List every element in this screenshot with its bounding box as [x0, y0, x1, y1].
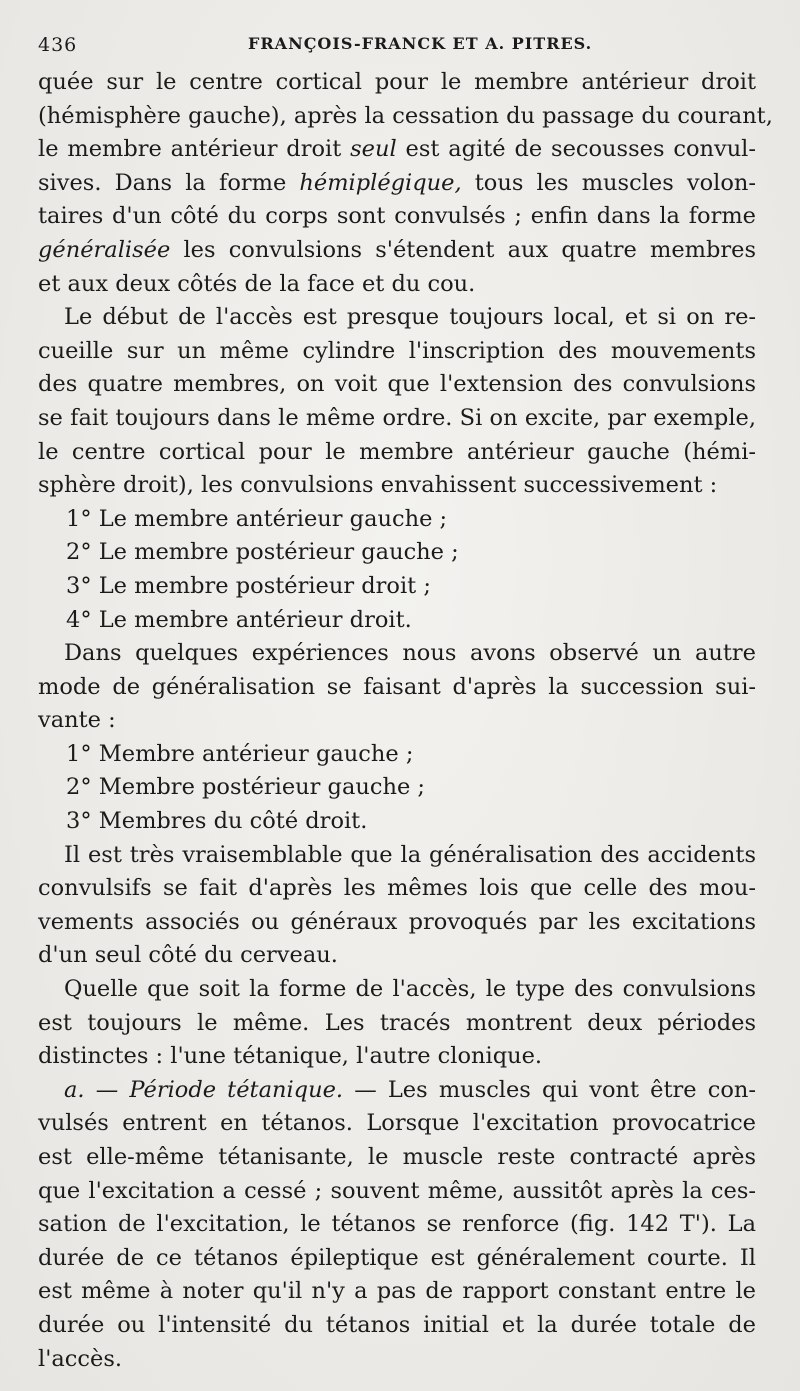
text-line: Quelle que soit la forme de l'accès, le type des convulsions [64, 976, 756, 1003]
text-line [38, 133, 756, 167]
text-line: est même à noter qu'il n'y a pas de rapport constant entre le [38, 1278, 756, 1305]
text-line: Le début de l'accès est presque toujours local, et si on re- [64, 304, 756, 331]
text-line [38, 234, 756, 268]
text-line: (hémisphère gauche), après la cessation du passage du courant, [38, 102, 773, 129]
text-line: sphère droit), les convulsions envahissent successivement : [38, 472, 718, 499]
text-line: quée sur le centre cortical pour le membre antérieur droit [38, 69, 756, 95]
text-line: vante : [38, 707, 116, 734]
text-line: cueille sur un même cylindre l'inscription des mouvements [38, 337, 756, 364]
text-line: Dans quelques expériences nous avons observé un autre [64, 640, 756, 667]
text-line: que l'excitation a cessé ; souvent même, aussitôt après la ces- [38, 1177, 756, 1204]
page-number: 436 [38, 34, 78, 56]
text-line: d'un seul côté du cerveau. [38, 942, 338, 969]
list-item: 1° Membre antérieur gauche ; [66, 740, 414, 767]
text-line: distinctes : l'une tétanique, l'autre clonique. [38, 1043, 543, 1070]
italic-word: hémiplégique, [299, 169, 462, 196]
text-line: se fait toujours dans le même ordre. Si on excite, par exemple, [38, 404, 756, 431]
text-line: sation de l'excitation, le tétanos se renforce (fig. 142 T'). La [38, 1211, 756, 1238]
text-run: sives. Dans la forme [38, 169, 300, 196]
list-item: 1° Le membre antérieur gauche ; [66, 505, 448, 532]
italic-word: a. — [64, 1076, 130, 1103]
text-line: vulsés entrent en tétanos. Lorsque l'excitation provocatrice [38, 1110, 756, 1137]
body-text [38, 66, 773, 1376]
italic-word: généralisée [38, 236, 171, 263]
text-run: tous les muscles volon- [461, 169, 756, 196]
text-line: taires d'un côté du corps sont convulsés ; enfin dans la forme [38, 203, 756, 230]
text-line: Il est très vraisemblable que la généralisation des accidents [64, 841, 756, 868]
italic-word: seul [350, 136, 397, 163]
text-line [38, 1074, 756, 1108]
text-line: durée de ce tétanos épileptique est généralement courte. Il [38, 1244, 756, 1271]
text-line: est toujours le même. Les tracés montrent deux périodes [38, 1009, 756, 1036]
text-run: est agité de secousses convul- [396, 136, 756, 163]
list-item: 3° Le membre postérieur droit ; [66, 572, 431, 599]
text-run: le membre antérieur droit [38, 136, 351, 163]
text-line: l'accès. [38, 1345, 123, 1372]
text-line: convulsifs se fait d'après les mêmes lois que celle des mou- [38, 875, 756, 902]
text-line: et aux deux côtés de la face et du cou. [38, 270, 476, 297]
text-line: est elle-même tétanisante, le muscle reste contracté après [38, 1144, 756, 1170]
text-line: durée ou l'intensité du tétanos initial et la durée totale de [38, 1311, 756, 1338]
text-line: vements associés ou généraux provoqués par les excitations [38, 908, 756, 935]
page-header [38, 30, 758, 60]
text-run: — Les muscles qui vont être con- [343, 1076, 757, 1103]
text-line [38, 167, 756, 201]
section-heading: Période tétanique. [129, 1076, 344, 1103]
running-title: FRANÇOIS-FRANCK ET A. PITRES. [248, 34, 593, 53]
list-item: 3° Membres du côté droit. [66, 808, 368, 835]
list-item: 2° Le membre postérieur gauche ; [66, 539, 459, 566]
text-line: des quatre membres, on voit que l'extension des convulsions [38, 371, 756, 398]
list-item: 2° Membre postérieur gauche ; [66, 774, 426, 801]
list-item: 4° Le membre antérieur droit. [66, 606, 412, 633]
text-line: mode de généralisation se faisant d'après la succession sui- [38, 673, 756, 700]
text-run: les convulsions s'étendent aux quatre membres [170, 236, 756, 263]
text-line: le centre cortical pour le membre antérieur gauche (hémi- [38, 438, 756, 465]
